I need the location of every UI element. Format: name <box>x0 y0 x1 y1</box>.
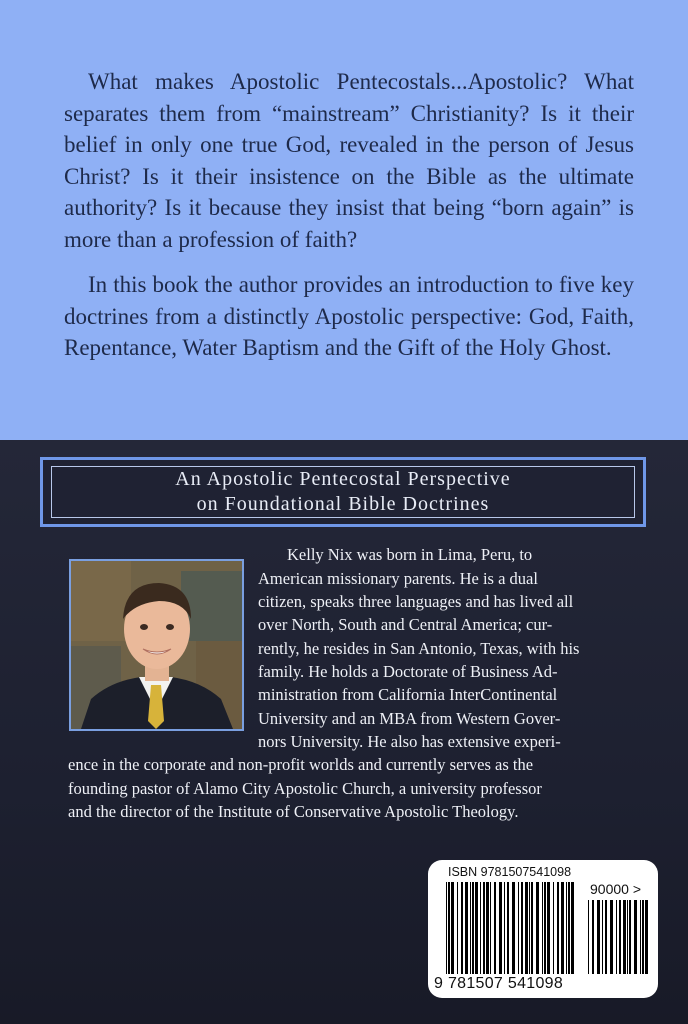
barcode-bar <box>542 882 543 974</box>
barcode-bar <box>568 882 570 974</box>
barcode-bar <box>557 882 559 974</box>
barcode-bar <box>457 882 458 974</box>
bio-line: ministration from California InterContinental <box>258 685 558 704</box>
barcode-bar <box>592 900 594 974</box>
barcode-bar <box>634 900 637 974</box>
barcode-bar <box>553 882 554 974</box>
barcode-bar <box>448 882 450 974</box>
barcode-bar <box>623 900 626 974</box>
barcode-bar <box>494 882 496 974</box>
barcode-bar <box>561 882 564 974</box>
barcode-bar <box>525 882 528 974</box>
bio-line: citizen, speaks three languages and has lived all <box>258 592 574 611</box>
blurb-paragraph-1: What makes Apostolic Pentecostals...Apostolic? What separates them from “mainstream” Christianity? Is it their belief in only one true God, revealed in the person of Jesus Christ? Is it their insistence on the Bible as the ultimate authority? Is it because they insist that being “born again” is more than a profession of faith? <box>64 69 634 252</box>
barcode-bar <box>470 882 471 974</box>
barcode-bar <box>483 882 485 974</box>
bio-line: founding pastor of Alamo City Apostolic Church, a university professor <box>68 779 542 798</box>
barcode-bar <box>531 882 533 974</box>
barcode-bar <box>499 882 502 974</box>
barcode-bar <box>529 882 530 974</box>
bio-line: University and an MBA from Western Gover- <box>258 709 561 728</box>
barcode-bar <box>521 882 523 974</box>
barcode-bar <box>461 882 463 974</box>
barcode-bar <box>465 882 468 974</box>
bio-line: family. He holds a Doctorate of Business Ad- <box>258 662 558 681</box>
back-cover-blurb <box>64 66 634 378</box>
barcode-bar <box>472 882 474 974</box>
barcode-bar <box>566 882 567 974</box>
barcode-bar <box>504 882 505 974</box>
subtitle-banner-inner-frame <box>51 466 635 518</box>
bio-line: rently, he resides in San Antonio, Texas, with his <box>258 639 580 658</box>
bio-line: and the director of the Institute of Conservative Apostolic Theology. <box>68 802 519 821</box>
barcode-bar <box>480 882 481 974</box>
bio-line: ence in the corporate and non-profit worlds and currently serves as the <box>68 755 534 774</box>
barcode-bar <box>610 900 613 974</box>
barcode-bar <box>486 882 489 974</box>
subtitle-line-1: An Apostolic Pentecostal Perspective <box>175 468 511 490</box>
barcode-bar <box>507 882 509 974</box>
barcode-bar <box>446 882 447 974</box>
barcode-bar <box>645 900 648 974</box>
barcode-bar <box>605 900 607 974</box>
barcode-bar <box>451 882 454 974</box>
subtitle-banner <box>40 457 646 527</box>
barcode-bar <box>544 882 546 974</box>
author-photo <box>69 559 244 731</box>
barcode-bar <box>616 900 617 974</box>
bio-line: over North, South and Central America; cur- <box>258 615 553 634</box>
barcode-bar <box>536 882 539 974</box>
barcode-bar <box>619 900 621 974</box>
barcode-bar <box>588 900 589 974</box>
author-portrait-illustration <box>71 561 242 729</box>
barcode-bar <box>518 882 519 974</box>
barcode-bar <box>475 882 478 974</box>
barcode-bar <box>627 900 628 974</box>
barcode-bar <box>547 882 550 974</box>
bio-line: nors University. He also has extensive experi- <box>258 732 561 751</box>
barcode-bar <box>490 882 491 974</box>
barcode-bar <box>602 900 603 974</box>
blurb-paragraph-2: In this book the author provides an introduction to five key doctrines from a distinctly Apostolic perspective: God, Faith, Repentance, Water Baptism and the Gift of the Holy Ghost. <box>64 272 634 360</box>
barcode-bar <box>512 882 515 974</box>
bio-line: American missionary parents. He is a dual <box>258 569 538 588</box>
price-code: 90000 > <box>590 881 641 897</box>
isbn-label: ISBN 9781507541098 <box>448 865 572 879</box>
barcode-bar <box>629 900 631 974</box>
bio-line: Kelly Nix was born in Lima, Peru, to <box>287 545 533 564</box>
subtitle-line-2: on Foundational Bible Doctrines <box>196 493 490 515</box>
barcode-bar <box>571 882 574 974</box>
barcode-bar <box>640 900 641 974</box>
barcode-bar <box>597 900 600 974</box>
barcode-bar <box>642 900 644 974</box>
barcode-digits: 9 781507 541098 <box>434 975 564 992</box>
isbn-barcode-panel <box>428 860 658 998</box>
